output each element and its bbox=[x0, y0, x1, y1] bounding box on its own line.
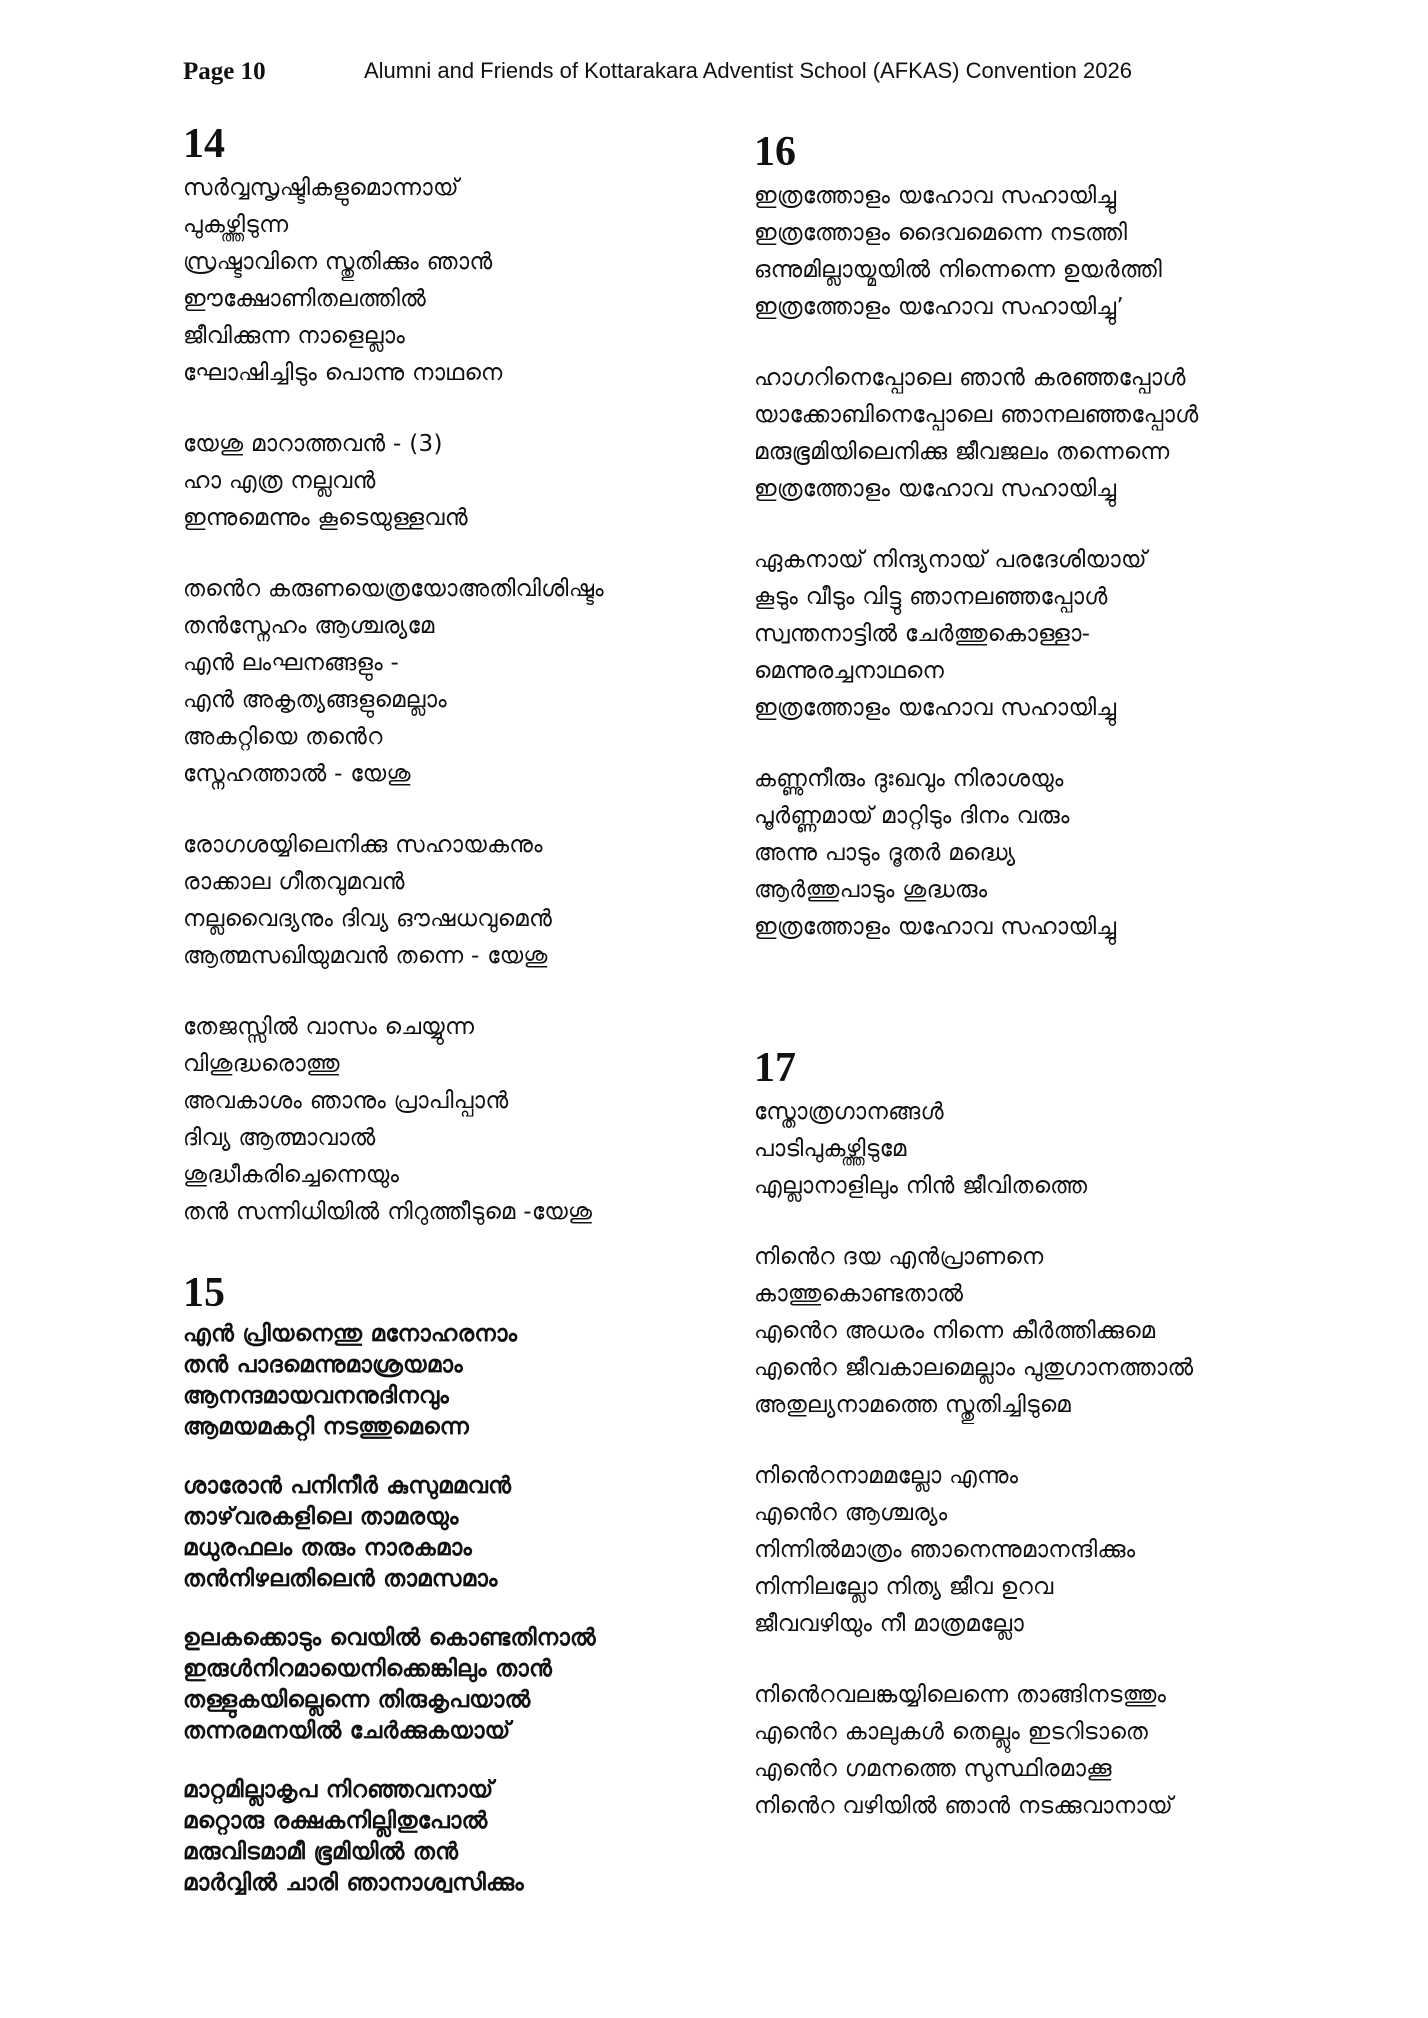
lyric-line: അവകാശം ഞാനും പ്രാപിപ്പാൻ bbox=[183, 1088, 509, 1114]
lyric-line: താഴ്‌വരകളിലെ താമരയും bbox=[183, 1504, 459, 1530]
lyric-line: ജീവവഴിയും നീ മാത്രമല്ലോ bbox=[754, 1611, 1025, 1637]
song-17 bbox=[754, 1046, 1314, 1825]
stanza bbox=[183, 1775, 723, 1899]
lyric-line: തേജസ്സിൽ വാസം ചെയ്യുന്ന bbox=[183, 1014, 475, 1040]
stanza bbox=[754, 542, 1314, 727]
lyric-line: തൻ പാദമെന്നുമാശ്രയമാം bbox=[183, 1352, 463, 1378]
song-stanzas bbox=[183, 1319, 723, 1899]
stanza bbox=[754, 360, 1314, 508]
lyric-line: മരുവിടമാമീ ഭൂമിയിൽ തൻ bbox=[183, 1839, 459, 1865]
lyric-line: എൻെറ അധരം നിന്നെ കീർത്തിക്കുമെ bbox=[754, 1318, 1156, 1344]
lyric-line: നല്ലവൈദ്യനും ദിവ്യ ഔഷധവുമെൻ bbox=[183, 906, 553, 932]
lyric-line: ഇത്രത്തോളം യഹോവ സഹായിച്ചു bbox=[754, 914, 1117, 940]
right-column bbox=[754, 122, 1314, 1859]
song-number: 14 bbox=[183, 121, 225, 167]
song-number: 15 bbox=[183, 1270, 225, 1316]
lyric-line: സ്തോത്രഗാനങ്ങൾ bbox=[754, 1099, 944, 1125]
lyric-line: ഇന്നുമെന്നും കൂടെയുള്ളവൻ bbox=[183, 505, 468, 531]
song-15 bbox=[183, 1271, 723, 1899]
lyric-line: തൻ സന്നിധിയിൽ നിറുത്തീടുമെ -യേശു bbox=[183, 1199, 593, 1225]
lyric-line: ശാരോൻ പനിനീർ കുസുമമവൻ bbox=[183, 1473, 512, 1499]
lyric-line: മാർവ്വിൽ ചാരി ഞാനാശ്വസിക്കും bbox=[183, 1870, 524, 1896]
song-14 bbox=[183, 122, 723, 1231]
lyric-line: കണ്ണുനീരും ദുഃഖവും നിരാശയും bbox=[754, 766, 1064, 792]
page-header bbox=[183, 58, 1308, 92]
lyric-line: നിന്നിൽമാത്രം ഞാനെന്നുമാനന്ദിക്കും bbox=[754, 1537, 1136, 1563]
lyric-line: ദിവ്യ ആത്മാവാൽ bbox=[183, 1125, 376, 1151]
lyric-line: ഇത്രത്തോളം യഹോവ സഹായിച്ചു bbox=[754, 476, 1117, 502]
song-stanzas bbox=[754, 178, 1314, 946]
lyric-line: സ്വന്തനാട്ടിൽ ചേർത്തുകൊള്ളാ- bbox=[754, 621, 1091, 647]
lyric-line: ഘോഷിച്ചിടും പൊന്നു നാഥനെ bbox=[183, 360, 503, 386]
lyric-line: ആർത്തുപാടും ശുദ്ധരും bbox=[754, 877, 988, 903]
lyric-line: അതുല്യനാമത്തെ സ്തുതിച്ചിടുമെ bbox=[754, 1392, 1071, 1418]
song-number: 17 bbox=[754, 1045, 796, 1091]
lyric-line: യേശു മാറാത്തവൻ - (3) bbox=[183, 431, 443, 457]
lyric-line: ഒന്നുമില്ലായ്മയിൽ നിന്നെന്നെ ഉയർത്തി bbox=[754, 257, 1163, 283]
stanza bbox=[183, 1009, 723, 1231]
lyric-line: ആത്മസഖിയുമവൻ തന്നെ - യേശു bbox=[183, 943, 548, 969]
stanza bbox=[183, 426, 723, 537]
song-16 bbox=[754, 130, 1314, 946]
lyric-line: ഇത്രത്തോളം യഹോവ സഹായിച്ചു bbox=[754, 695, 1117, 721]
stanza bbox=[183, 571, 723, 793]
lyric-line: ശുദ്ധീകരിച്ചെന്നെയും bbox=[183, 1162, 400, 1188]
stanza bbox=[754, 761, 1314, 946]
lyric-line: ഇത്രത്തോളം യഹോവ സഹായിച്ചു bbox=[754, 183, 1117, 209]
lyric-line: ജീവിക്കുന്ന നാളെല്ലാം bbox=[183, 323, 406, 349]
lyric-line: എൻെറ ആശ്ചര്യം bbox=[754, 1500, 948, 1526]
lyric-line: എൻ പ്രിയനെന്തു മനോഹരനാം bbox=[183, 1321, 518, 1347]
stanza bbox=[183, 170, 723, 392]
lyric-line: പാടിപുകഴ്ത്തിടുമേ bbox=[754, 1136, 907, 1162]
lyric-line: മാറ്റമില്ലാകൃപ നിറഞ്ഞവനായ് bbox=[183, 1777, 494, 1803]
lyric-line: ആമയമകറ്റി നടത്തുമെന്നെ bbox=[183, 1414, 470, 1440]
lyric-line: തൻനിഴലതിലെൻ താമസമാം bbox=[183, 1566, 498, 1592]
lyric-line: തള്ളുകയില്ലെന്നെ തിരുകൃപയാൽ bbox=[183, 1687, 531, 1713]
lyric-line: രോഗശയ്യിലെനിക്കു സഹായകനും bbox=[183, 832, 543, 858]
lyric-line: ആനന്ദമായവനനുദിനവും bbox=[183, 1383, 450, 1409]
stanza bbox=[183, 1623, 723, 1747]
lyric-line: നിന്നിലല്ലോ നിത്യ ജീവ ഉറവ bbox=[754, 1574, 1054, 1600]
lyric-line: ഇത്രത്തോളം യഹോവ സഹായിച്ചു’ bbox=[754, 294, 1124, 320]
stanza bbox=[754, 1239, 1314, 1424]
lyric-line: അന്നു പാടും ദൂതർ മദ്ധ്യെ bbox=[754, 840, 1016, 866]
stanza bbox=[754, 1094, 1314, 1205]
lyric-line: കാത്തുകൊണ്ടതാൽ bbox=[754, 1281, 964, 1307]
stanza bbox=[183, 1471, 723, 1595]
stanza bbox=[183, 1319, 723, 1443]
lyric-line: യാക്കോബിനെപ്പോലെ ഞാനലഞ്ഞപ്പോൾ bbox=[754, 402, 1199, 428]
lyric-line: എല്ലാനാളിലും നിൻ ജീവിതത്തെ bbox=[754, 1173, 1088, 1199]
lyric-line: എൻ അകൃത്യങ്ങളുമെല്ലാം bbox=[183, 687, 447, 713]
convention-title: Alumni and Friends of Kottarakara Adventist School (AFKAS) Convention 2026 bbox=[364, 58, 1132, 83]
lyric-line: സ്നേഹത്താൽ - യേശു bbox=[183, 761, 411, 787]
lyric-line: മധുരഫലം തരും നാരകമാം bbox=[183, 1535, 473, 1561]
lyric-line: മറ്റൊരു രക്ഷകനില്ലിതുപോൽ bbox=[183, 1808, 488, 1834]
stanza bbox=[754, 1458, 1314, 1643]
lyric-line: ഏകനായ് നിന്ദ്യനായ് പരദേശിയായ് bbox=[754, 547, 1147, 573]
lyric-line: മെന്നുരച്ചനാഥനെ bbox=[754, 658, 945, 684]
lyric-line: നിൻെറനാമമല്ലോ എന്നും bbox=[754, 1463, 1019, 1489]
lyric-line: തന്നരമനയിൽ ചേർക്കുകയായ് bbox=[183, 1718, 511, 1744]
stanza bbox=[754, 1677, 1314, 1825]
page-number: Page 10 bbox=[183, 58, 266, 85]
lyric-line: നിൻെറ വഴിയിൽ ഞാൻ നടക്കുവാനായ് bbox=[754, 1793, 1174, 1819]
lyric-line: രാക്കാല ഗീതവുമവൻ bbox=[183, 869, 405, 895]
left-column bbox=[183, 122, 723, 1927]
song-number: 16 bbox=[754, 129, 796, 175]
lyric-line: തൻസ്നേഹം ആശ്ചര്യമേ bbox=[183, 613, 435, 639]
lyric-line: പൂർണ്ണമായ് മാറ്റിടും ദിനം വരും bbox=[754, 803, 1070, 829]
lyric-line: ഇത്രത്തോളം ദൈവമെന്നെ നടത്തി bbox=[754, 220, 1128, 246]
song-stanzas bbox=[754, 1094, 1314, 1825]
lyric-line: നിൻെറ ദയ എൻപ്രാണനെ bbox=[754, 1244, 1044, 1270]
lyric-line: നിൻെറവലങ്കയ്യിലെന്നെ താങ്ങിനടത്തും bbox=[754, 1682, 1167, 1708]
lyric-line: കൂടും വീടും വിട്ടു ഞാനലഞ്ഞപ്പോൾ bbox=[754, 584, 1108, 610]
lyric-line: ഉലകക്കൊടും വെയിൽ കൊണ്ടതിനാൽ bbox=[183, 1625, 596, 1651]
lyric-line: തൻെറ കരുണയെത്രയോഅതിവിശിഷ്ടം bbox=[183, 576, 604, 602]
lyric-line: പുകഴ്ത്തിടുന്ന bbox=[183, 212, 289, 238]
lyric-line: എൻെറ കാലുകൾ തെല്ലും ഇടറിടാതെ bbox=[754, 1719, 1149, 1745]
lyric-line: സ്രഷ്ടാവിനെ സ്തുതിക്കും ഞാൻ bbox=[183, 249, 493, 275]
lyric-line: ഹാ എത്ര നല്ലവൻ bbox=[183, 468, 376, 494]
lyric-line: മരുഭൂമിയിലെനിക്കു ജീവജലം തന്നെന്നെ bbox=[754, 439, 1170, 465]
lyric-line: എൻ ലംഘനങ്ങളും - bbox=[183, 650, 400, 676]
lyric-line: സർവ്വസൃഷ്ടികളുമൊന്നായ് bbox=[183, 175, 459, 201]
song-stanzas bbox=[183, 170, 723, 1231]
lyric-line: ഇരുൾനിറമായെനിക്കെങ്കിലും താൻ bbox=[183, 1656, 553, 1682]
lyric-line: ഈക്ഷോണിതലത്തിൽ bbox=[183, 286, 427, 312]
stanza bbox=[183, 827, 723, 975]
lyric-line: വിശുദ്ധരൊത്തു bbox=[183, 1051, 340, 1077]
stanza bbox=[754, 178, 1314, 326]
lyric-line: ഹാഗറിനെപ്പോലെ ഞാൻ കരഞ്ഞപ്പോൾ bbox=[754, 365, 1186, 391]
lyric-line: അകറ്റിയെ തൻെറ bbox=[183, 724, 383, 750]
lyric-line: എൻെറ ജീവകാലമെല്ലാം പുതുഗാനത്താൽ bbox=[754, 1355, 1194, 1381]
lyric-line: എൻെറ ഗമനത്തെ സുസ്ഥിരമാക്കൂ bbox=[754, 1756, 1112, 1782]
